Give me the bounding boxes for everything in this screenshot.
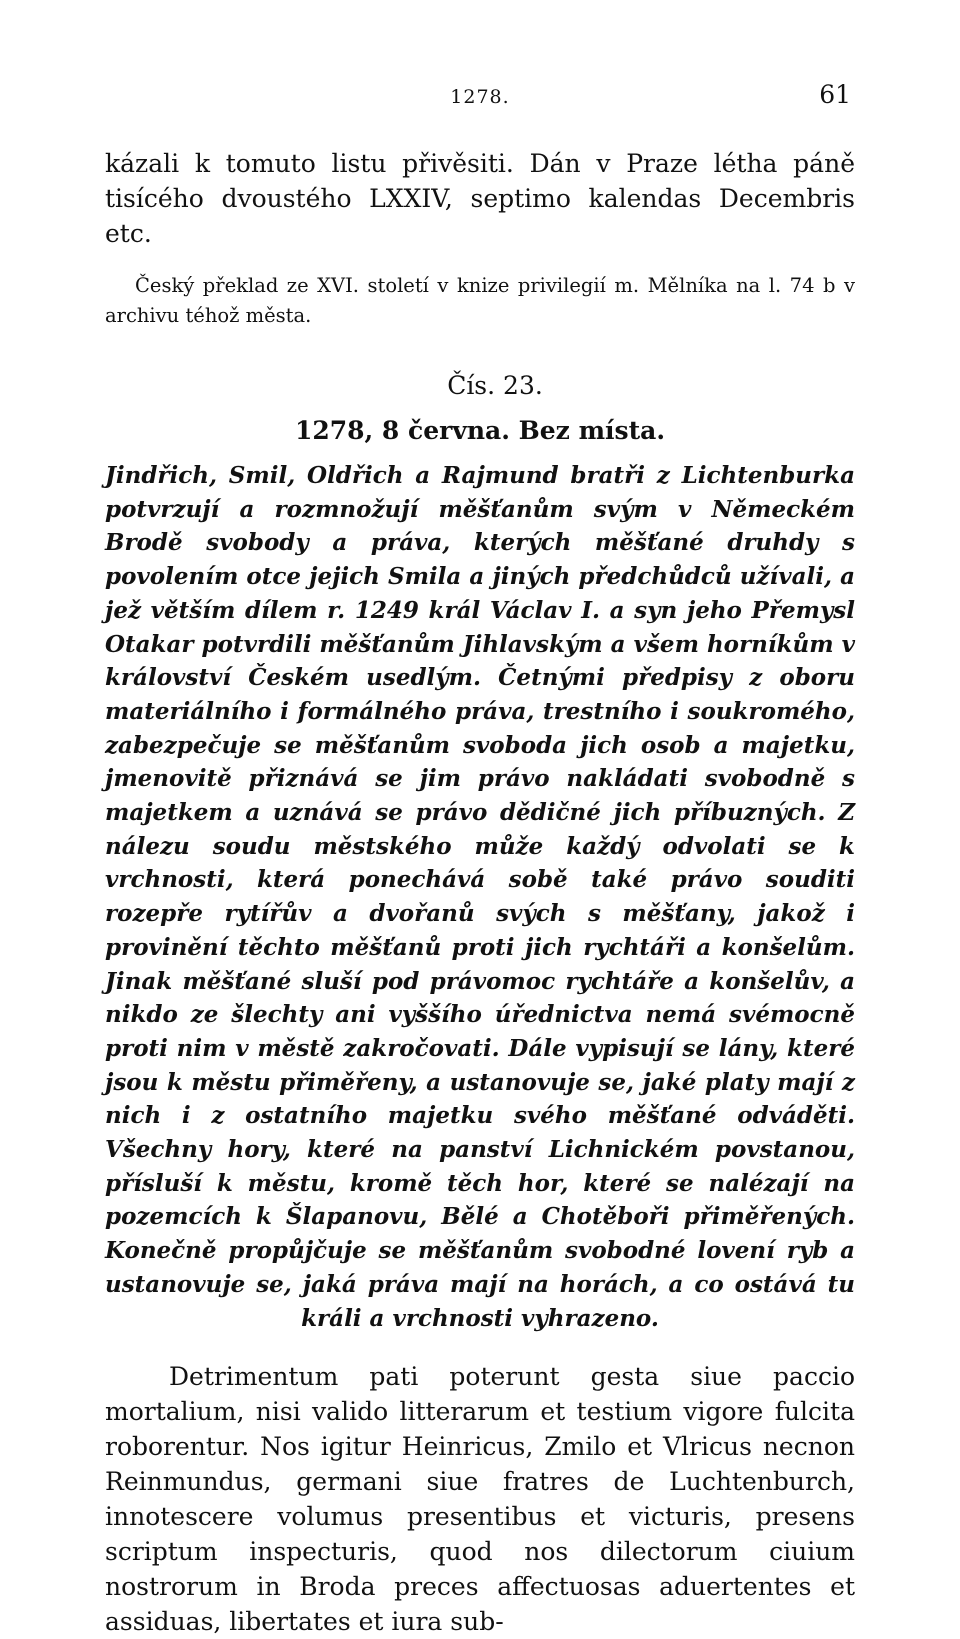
document-date-place: 1278, 8 června. Bez místa. — [294, 416, 666, 445]
document-number: Čís. 23. — [447, 371, 543, 400]
source-note: Český překlad ze XVI. století v knize privilegií m. Mělníka na l. 74 b v archivu téhož města. — [105, 274, 855, 327]
latin-text: Detrimentum pati poterunt gesta siue paccio mortalium, nisi valido litterarum et testium vigore fulcita roborentur. Nos igitur Heinricus, Zmilo et Vlricus necnon Reinmundus, germani siue fratres de Luchtenburch, innotescere volumus presentibus et victuris, presens scriptum inspecturis, quod nos dilectorum ciuium nostrorum in Broda preces affectuosas aduertentes et assiduas, libertates et iura sub- — [105, 1362, 855, 1637]
document-page — [105, 78, 855, 1637]
intro-paragraph: kázali k tomuto listu přivěsiti. Dán v Praze létha páně tisícého dvoustého LXXIV, septimo kalendas Decembris etc. — [105, 149, 855, 248]
page-number: 61 — [819, 80, 851, 109]
regest-summary: Jindřich, Smil, Oldřich a Rajmund bratři z Lichtenburka potvrzují a rozmnožují měšťanům svým v Německém Brodě svobody a práva, kterých měšťané druhdy s povolením otce jejich Smila a jiných předchůdců užívali, a jež větším dílem r. 1249 král Václav I. a syn jeho Přemysl Otakar potvrdili měšťanům Jihlavským a všem horníkům v království Českém usedlým. Četnými předpisy z oboru materiálního i formálného práva, trestního i soukromého, zabezpečuje se měšťanům svoboda jich osob a majetku, jmenovitě přiznává se jim právo nakládati svobodně s majetkem a uznává se právo dědičné jich příbuzných. Z nálezu soudu městského může každý odvolati se k vrchnosti, která ponechává sobě také právo souditi rozepře rytířův a dvořanů svých s měšťany, jakož i provinění těchto měšťanů proti jich rychtáři a konšelům. Jinak měšťané sluší pod právomoc rychtáře a konšelův, a nikdo ze šlechty ani vyššího úřednictva nemá svémocně proti nim v městě zakročovati. Dále vypisují se lány, které jsou k městu přiměřeny, a ustanovuje se, jaké platy mají z nich i z ostatního majetku svého měšťané odváděti. Všechny hory, které na panství Lichnickém povstanou, přísluší k městu, kromě těch hor, které se nalézají na pozemcích k Šlapanovu, Bělé a Chotěboři přiměřených. Konečně propůjčuje se měšťanům svobodné lovení ryb a ustanovuje se, jaká práva mají na horách, a co ostává tu králi a vrchnosti vyhrazeno. — [105, 462, 855, 1332]
page-header — [105, 78, 855, 122]
running-year: 1278. — [450, 86, 510, 108]
